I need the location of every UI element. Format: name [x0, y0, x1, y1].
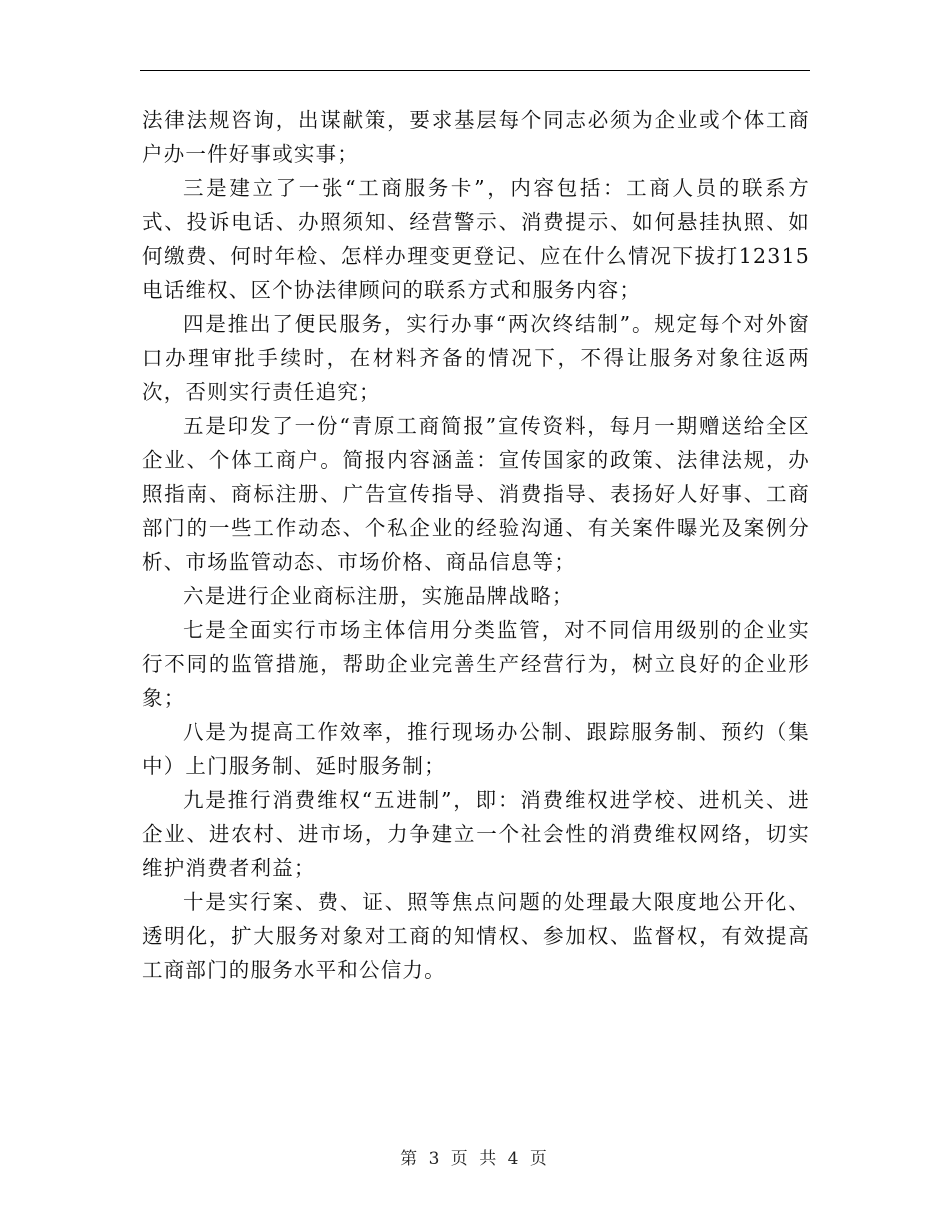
- paragraph-item-9: 九是推行消费维权“五进制”，即：消费维权进学校、进机关、进企业、进农村、进市场，力争建立一个社会性的消费维权网络，切实维护消费者利益；: [142, 788, 810, 880]
- document-body: [142, 103, 810, 987]
- paragraph-item-8: 八是为提高工作效率，推行现场办公制、跟踪服务制、预约（集中）上门服务制、延时服务制；: [142, 720, 810, 778]
- paragraph-continuation: 法律法规咨询，出谋献策，要求基层每个同志必须为企业或个体工商户办一件好事或实事；: [142, 108, 810, 166]
- header-rule: [140, 70, 810, 71]
- paragraph-item-4: 四是推出了便民服务，实行办事“两次终结制”。规定每个对外窗口办理审批手续时，在材料齐备的情况下，不得让服务对象往返两次，否则实行责任追究；: [142, 312, 810, 404]
- paragraph-item-6: 六是进行企业商标注册，实施品牌战略；: [183, 584, 574, 608]
- paragraph-item-3: 三是建立了一张“工商服务卡”，内容包括：工商人员的联系方式、投诉电话、办照须知、经营警示、消费提示、如何悬挂执照、如何缴费、何时年检、怎样办理变更登记、应在什么情况下拔打12315电话维权、区个协法律顾问的联系方式和服务内容；: [142, 176, 810, 302]
- paragraph-item-5: 五是印发了一份“青原工商简报”宣传资料，每月一期赠送给全区企业、个体工商户。简报内容涵盖：宣传国家的政策、法律法规，办照指南、商标注册、广告宣传指导、消费指导、表扬好人好事、工商部门的一些工作动态、个私企业的经验沟通、有关案件曝光及案例分析、市场监管动态、市场价格、商品信息等；: [142, 414, 810, 574]
- paragraph-item-10: 十是实行案、费、证、照等焦点问题的处理最大限度地公开化、透明化，扩大服务对象对工商的知情权、参加权、监督权，有效提高工商部门的服务水平和公信力。: [142, 890, 810, 982]
- page-number-footer: 第 3 页 共 4 页: [400, 1149, 550, 1169]
- paragraph-item-7: 七是全面实行市场主体信用分类监管，对不同信用级别的企业实行不同的监管措施，帮助企业完善生产经营行为，树立良好的企业形象；: [142, 618, 810, 710]
